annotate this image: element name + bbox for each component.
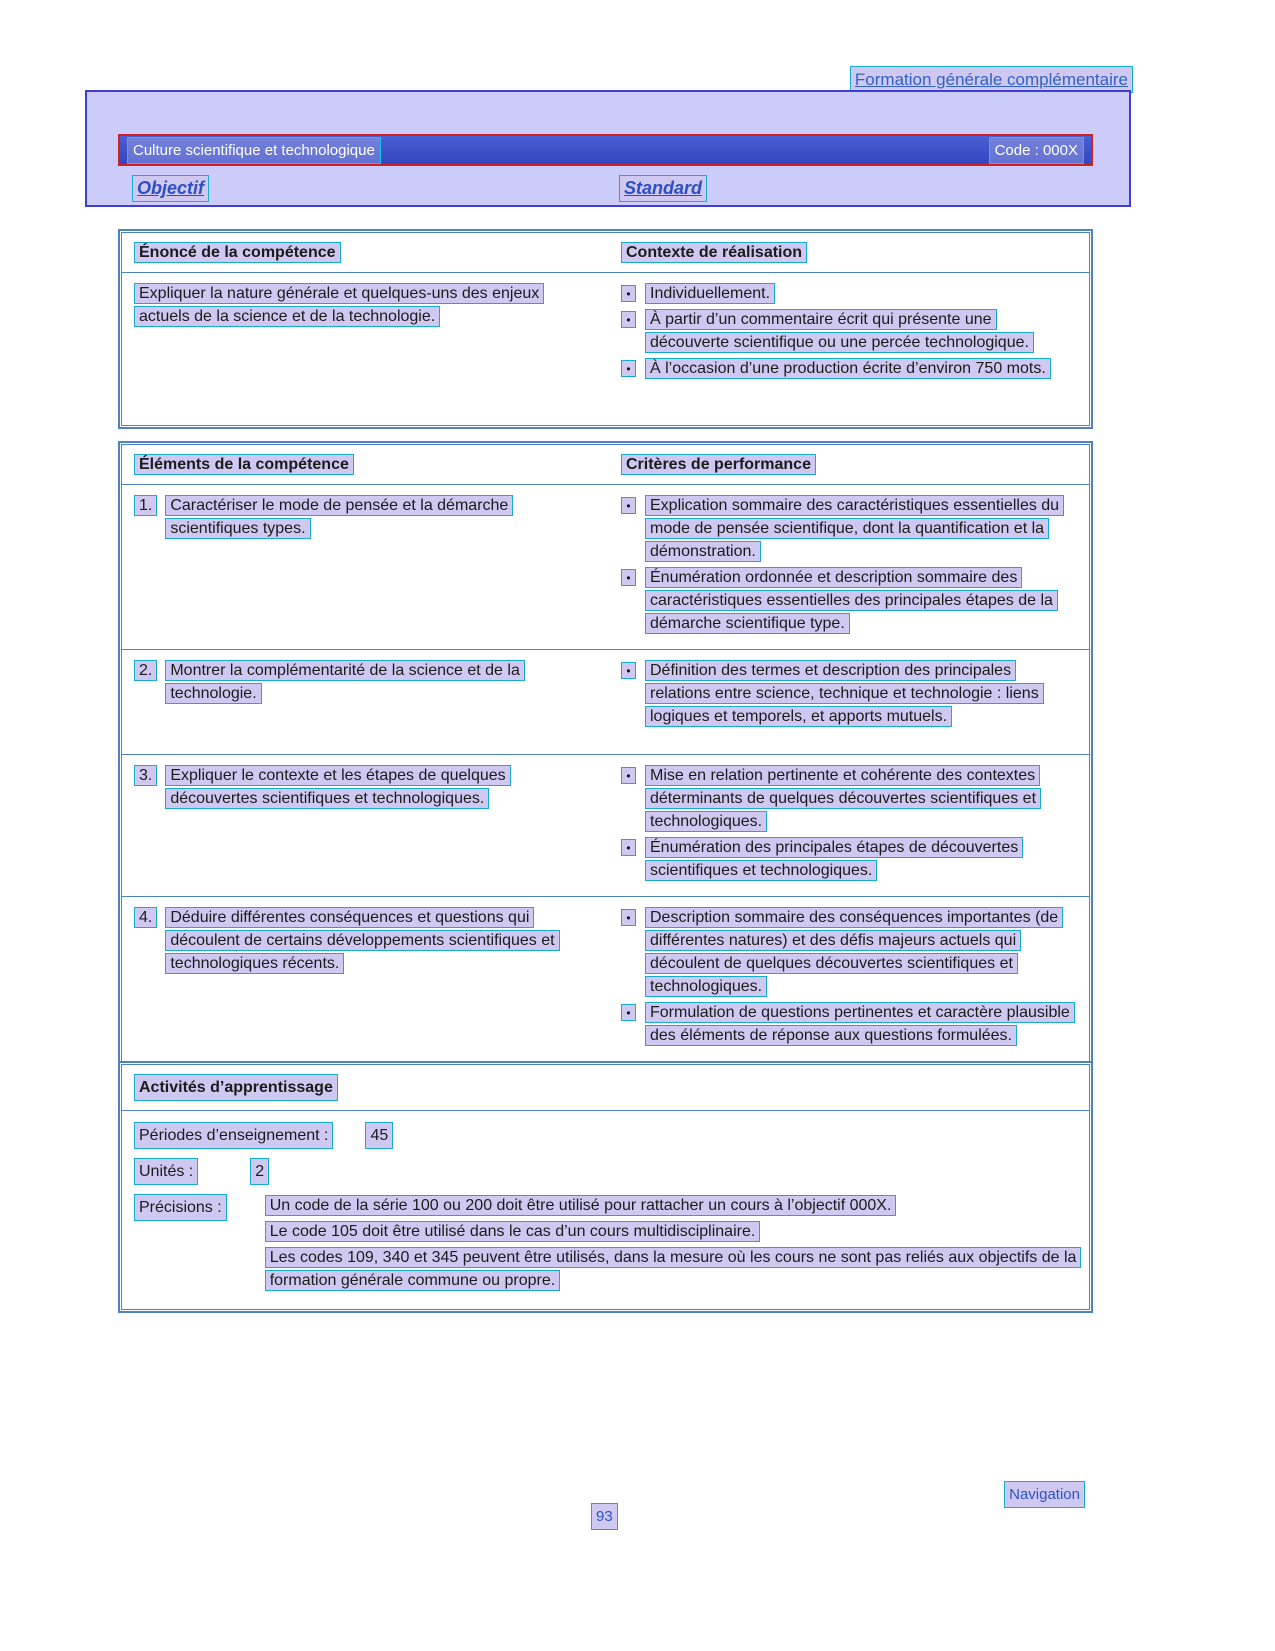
periodes-value: 45: [365, 1122, 393, 1149]
table-row: [122, 273, 1089, 425]
contexte-bullet-text: À partir d’un commentaire écrit qui présente une découverte scientifique ou une percée technologique.: [645, 309, 1034, 353]
list-item: [621, 494, 1071, 563]
list-item: [621, 659, 1071, 728]
element-text: Déduire différentes conséquences et questions qui découlent de certains développements scientifiques et technologiques récents.: [165, 907, 559, 974]
column-header-contexte: Contexte de réalisation: [621, 242, 807, 263]
precisions-label: Précisions :: [134, 1194, 227, 1221]
unites-value: 2: [250, 1158, 269, 1185]
precision-text: Un code de la série 100 ou 200 doit être utilisé pour rattacher un cours à l’objectif 000X.: [265, 1195, 897, 1216]
bullet-icon: •: [621, 569, 636, 586]
list-item: [621, 308, 1071, 354]
elements-criteres-table: [118, 441, 1093, 1078]
list-item: [621, 282, 1071, 305]
bullet-icon: •: [621, 662, 636, 679]
page-number: 93: [591, 1503, 618, 1530]
element-number: 2.: [134, 660, 157, 681]
element-text: Expliquer le contexte et les étapes de quelques découvertes scientifiques et technologiques.: [165, 765, 510, 809]
competence-statement: Expliquer la nature générale et quelques-uns des enjeux actuels de la science et de la technologie.: [134, 283, 544, 327]
list-item: [621, 836, 1071, 882]
bullet-icon: •: [621, 360, 636, 377]
unites-row: [122, 1153, 1089, 1189]
table-row: [122, 485, 1089, 649]
periodes-row: [122, 1117, 1089, 1153]
element-number: 1.: [134, 495, 157, 516]
objectif-label: Objectif: [132, 175, 209, 202]
critere-bullet-text: Explication sommaire des caractéristiques essentielles du mode de pensée scientifique, dont la quantification et la démonstration.: [645, 495, 1064, 562]
list-item: [621, 764, 1071, 833]
list-item: [621, 566, 1071, 635]
critere-bullet-text: Description sommaire des conséquences importantes (de différentes natures) et des défis majeurs actuels qui découlent de quelques découvertes scientifiques et technologiques.: [645, 907, 1063, 997]
element-text: Caractériser le mode de pensée et la démarche scientifiques types.: [165, 495, 513, 539]
precision-text: Les codes 109, 340 et 345 peuvent être utilisés, dans la mesure où les cours ne sont pas reliés aux objectifs de la formation générale commune ou propre.: [265, 1247, 1082, 1291]
navigation-link[interactable]: Navigation: [1004, 1481, 1085, 1508]
precisions-row: [122, 1189, 1089, 1299]
critere-bullet-text: Définition des termes et description des principales relations entre science, technique et technologie : liens logiques et temporels, et apports mutuels.: [645, 660, 1044, 727]
activites-table: [118, 1061, 1093, 1313]
list-item: [621, 1001, 1071, 1047]
bullet-icon: •: [621, 767, 636, 784]
column-header-elements: Éléments de la compétence: [134, 454, 354, 475]
bullet-icon: •: [621, 1004, 636, 1021]
element-number: 4.: [134, 907, 157, 928]
table-header-row: [122, 233, 1089, 273]
course-code: Code : 000X: [989, 137, 1084, 164]
course-title: Culture scientifique et technologique: [127, 137, 381, 164]
list-item: [621, 357, 1071, 380]
critere-bullet-text: Énumération ordonnée et description sommaire des caractéristiques essentielles des principales étapes de la démarche scientifique type.: [645, 567, 1058, 634]
table-row: [122, 896, 1089, 1074]
enonce-contexte-table: [118, 229, 1093, 429]
table-row: [122, 754, 1089, 896]
critere-bullet-text: Formulation de questions pertinentes et caractère plausible des éléments de réponse aux questions formulées.: [645, 1002, 1075, 1046]
contexte-bullet-text: Individuellement.: [645, 283, 775, 304]
critere-bullet-text: Mise en relation pertinente et cohérente des contextes déterminants de quelques découvertes scientifiques et technologiques.: [645, 765, 1041, 832]
bullet-icon: •: [621, 497, 636, 514]
element-number: 3.: [134, 765, 157, 786]
table-row: [122, 649, 1089, 754]
unites-label: Unités :: [134, 1158, 198, 1185]
precision-text: Le code 105 doit être utilisé dans le cas d’un cours multidisciplinaire.: [265, 1221, 761, 1242]
bullet-icon: •: [621, 285, 636, 302]
contexte-bullet-text: À l’occasion d’une production écrite d’environ 750 mots.: [645, 358, 1051, 379]
column-header-enonce: Énoncé de la compétence: [134, 242, 341, 263]
table-header-row: [122, 445, 1089, 485]
column-header-criteres: Critères de performance: [621, 454, 816, 475]
title-banner: [85, 90, 1131, 207]
table-header-row: [122, 1065, 1089, 1111]
document-section-header: Formation générale complémentaire: [850, 66, 1133, 93]
periodes-label: Périodes d’enseignement :: [134, 1122, 333, 1149]
bullet-icon: •: [621, 909, 636, 926]
bullet-icon: •: [621, 839, 636, 856]
element-text: Montrer la complémentarité de la science et de la technologie.: [165, 660, 525, 704]
list-item: [621, 906, 1071, 998]
bullet-icon: •: [621, 311, 636, 328]
critere-bullet-text: Énumération des principales étapes de découvertes scientifiques et technologiques.: [645, 837, 1023, 881]
standard-label: Standard: [619, 175, 707, 202]
activites-header: Activités d’apprentissage: [134, 1074, 338, 1101]
course-title-bar: [118, 134, 1093, 166]
